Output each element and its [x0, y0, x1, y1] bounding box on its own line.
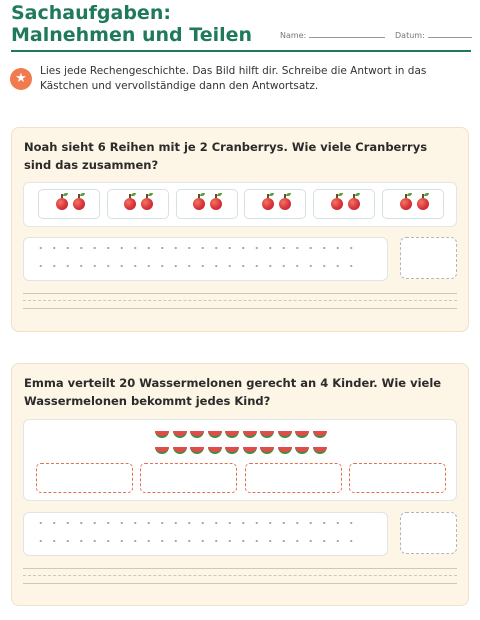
watermelon-slice-icon [295, 447, 309, 454]
cranberry-icon [73, 198, 85, 210]
name-field[interactable] [280, 31, 385, 40]
cranberry-leaf-icon [63, 193, 68, 196]
answer-sentence-midline [23, 300, 457, 301]
cranberry-icon [141, 198, 153, 210]
cranberry-leaf-icon [286, 193, 291, 196]
dot-guide-row [34, 540, 354, 542]
date-label: Datum: [395, 31, 425, 40]
watermelon-slice-icon [155, 431, 169, 438]
name-line [309, 37, 385, 38]
cranberry-leaf-icon [80, 193, 85, 196]
cranberry-icon [193, 198, 205, 210]
cranberry-leaf-icon [148, 193, 153, 196]
cranberry-leaf-icon [269, 193, 274, 196]
problem-2-answer-box[interactable] [400, 512, 457, 554]
watermelon-row [24, 447, 456, 456]
problem-1-calculation-box[interactable] [23, 237, 388, 281]
cranberry-icon [210, 198, 222, 210]
answer-sentence-midline [23, 575, 457, 576]
worksheet-title: Sachaufgaben: Malnehmen und Teilen [11, 2, 253, 46]
answer-sentence-baseline [23, 308, 457, 309]
header-rule [11, 50, 471, 52]
watermelon-slice-icon [260, 447, 274, 454]
cranberry-leaf-icon [200, 193, 205, 196]
watermelon-slice-icon [225, 431, 239, 438]
cranberry-icon [331, 198, 343, 210]
watermelon-slice-icon [190, 447, 204, 454]
cranberry-leaf-icon [407, 193, 412, 196]
problem-card-1 [11, 127, 469, 332]
share-box[interactable] [140, 463, 237, 493]
cranberry-leaf-icon [355, 193, 360, 196]
dot-guide-row [34, 522, 354, 524]
watermelon-slice-icon [243, 447, 257, 454]
watermelon-slice-icon [313, 447, 327, 454]
cranberry-icon [56, 198, 68, 210]
problem-2-picture [23, 419, 457, 501]
watermelon-row [24, 431, 456, 440]
share-box[interactable] [245, 463, 342, 493]
watermelon-slice-icon [243, 431, 257, 438]
watermelon-slice-icon [278, 431, 292, 438]
share-box[interactable] [349, 463, 446, 493]
cranberry-group [107, 189, 169, 219]
problem-2-calculation-box[interactable] [23, 512, 388, 556]
watermelon-slice-icon [295, 431, 309, 438]
star-icon: ★ [10, 68, 32, 90]
cranberry-icon [348, 198, 360, 210]
cranberry-icon [279, 198, 291, 210]
watermelon-slice-icon [173, 447, 187, 454]
watermelon-slice-icon [208, 447, 222, 454]
problem-2-question: Emma verteilt 20 Wassermelonen gerecht an 4 Kinder. Wie viele Wassermelonen bekommt jedes Kind? [24, 376, 442, 408]
cranberry-leaf-icon [424, 193, 429, 196]
cranberry-leaf-icon [338, 193, 343, 196]
cranberry-icon [417, 198, 429, 210]
problem-1-picture [23, 182, 457, 227]
watermelon-slice-icon [225, 447, 239, 454]
problem-card-2 [11, 363, 469, 606]
cranberry-group [313, 189, 375, 219]
answer-sentence-baseline [23, 583, 457, 584]
watermelon-slice-icon [260, 431, 274, 438]
cranberry-icon [262, 198, 274, 210]
name-label: Name: [280, 31, 307, 40]
cranberry-icon [400, 198, 412, 210]
answer-sentence-line[interactable] [23, 293, 457, 294]
problem-1-question: Noah sieht 6 Reihen mit je 2 Cranberrys. Wie viele Cranberrys sind das zusammen? [24, 140, 428, 172]
cranberry-leaf-icon [131, 193, 136, 196]
cranberry-group [176, 189, 238, 219]
watermelon-slice-icon [208, 431, 222, 438]
date-field[interactable] [395, 31, 472, 40]
cranberry-group [382, 189, 444, 219]
answer-sentence-line[interactable] [23, 568, 457, 569]
cranberry-icon [124, 198, 136, 210]
dot-guide-row [34, 265, 354, 267]
dot-guide-row [34, 247, 354, 249]
watermelon-slice-icon [155, 447, 169, 454]
date-line [428, 37, 472, 38]
watermelon-slice-icon [190, 431, 204, 438]
watermelon-slice-icon [313, 431, 327, 438]
cranberry-group [38, 189, 100, 219]
share-box[interactable] [36, 463, 133, 493]
cranberry-leaf-icon [217, 193, 222, 196]
watermelon-slice-icon [278, 447, 292, 454]
instructions-text: Lies jede Rechengeschichte. Das Bild hilft dir. Schreibe die Antwort in das Kästchen und vervollständige dann den Antwortsatz. [40, 65, 427, 92]
problem-1-answer-box[interactable] [400, 237, 457, 279]
watermelon-slice-icon [173, 431, 187, 438]
cranberry-group [244, 189, 306, 219]
